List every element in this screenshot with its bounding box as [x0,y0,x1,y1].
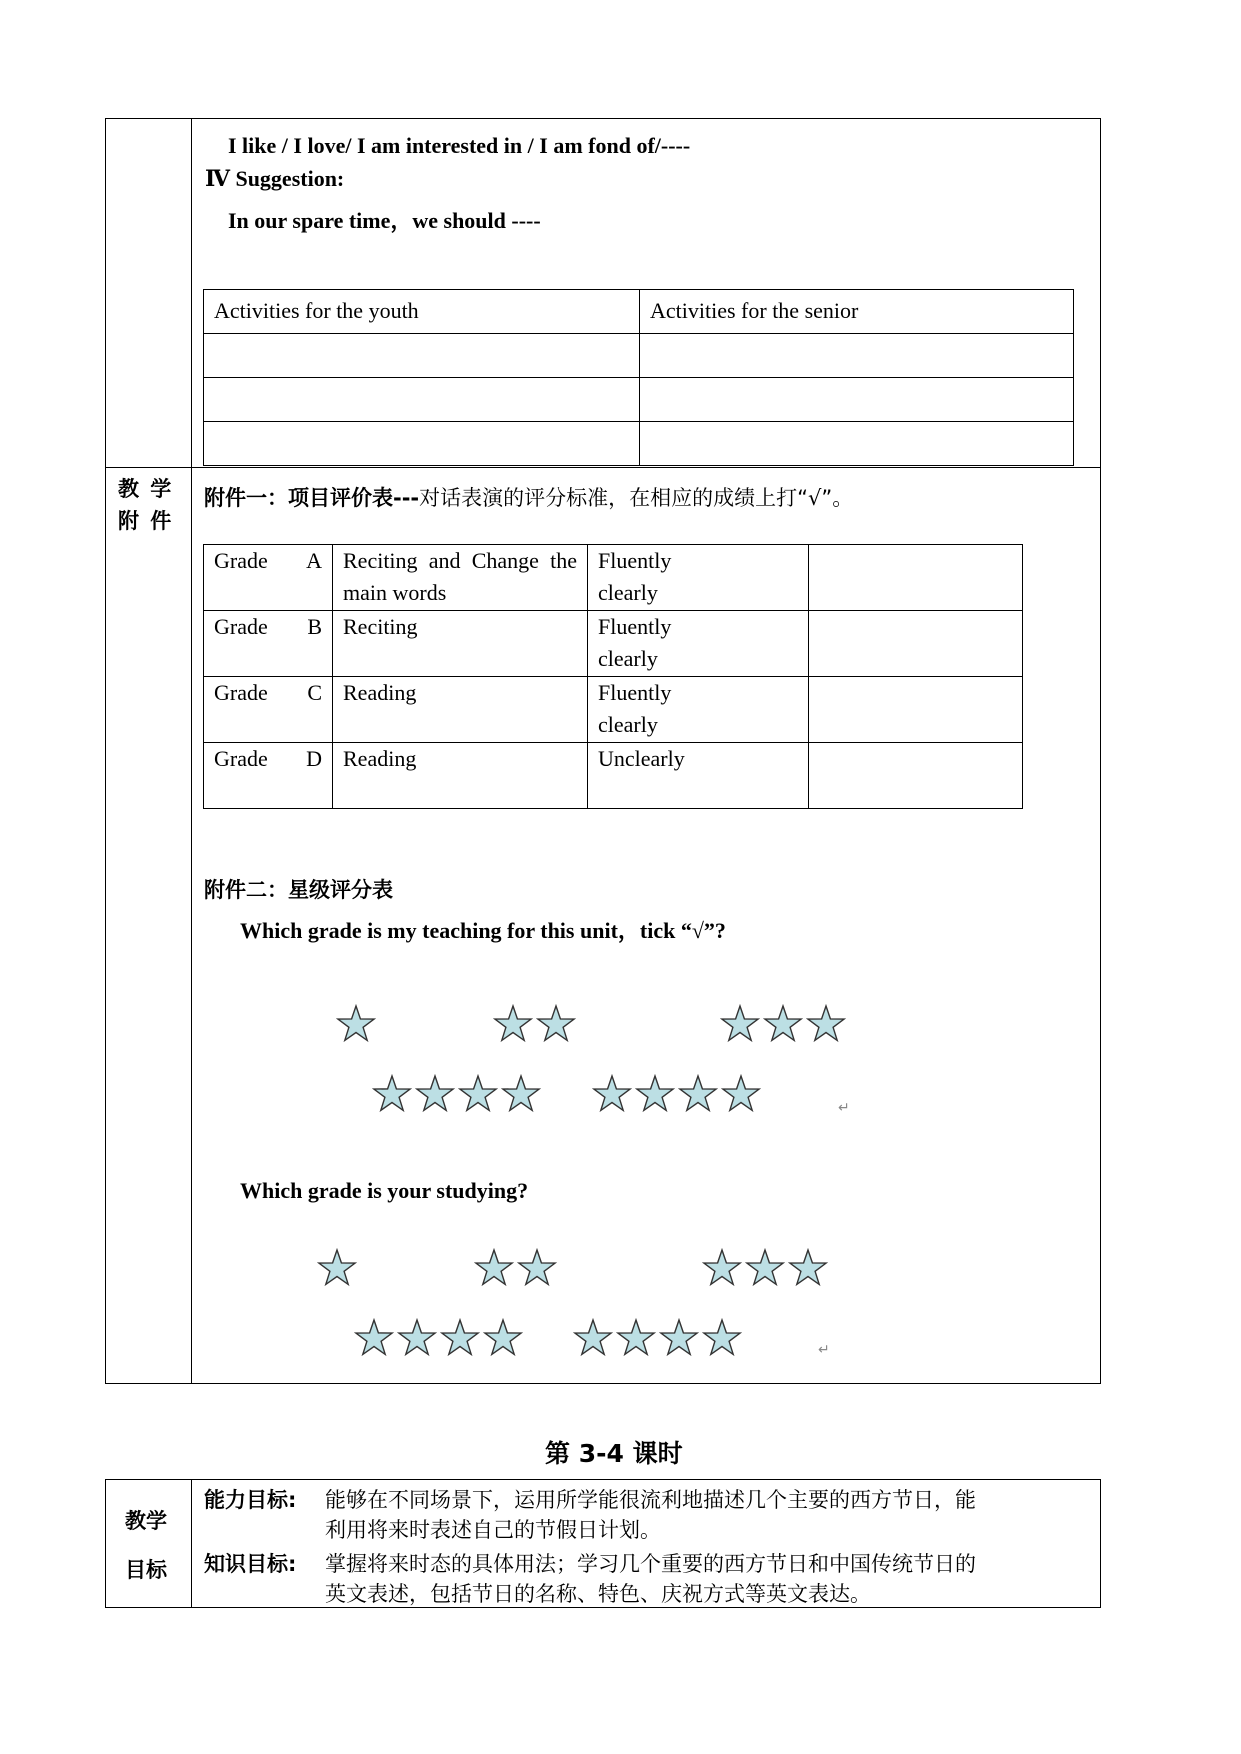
star-icon [474,1248,514,1288]
star-group[interactable] [336,1004,376,1044]
knowledge-goal-text-2: 英文表述，包括节日的名称、特色、庆祝方式等英文表达。 [325,1582,871,1606]
table-cell [640,378,1074,422]
attachment-2-title: 附件二：星级评分表 [204,878,393,902]
star-icon [592,1074,632,1114]
activities-table [203,289,1074,466]
column-divider [191,118,192,1384]
quality-2: clearly [598,580,658,605]
outer-right-border [1100,118,1101,1384]
table-row [204,545,1023,611]
table-row [204,334,1074,378]
table-row [204,378,1074,422]
lesson-table-divider [191,1479,192,1608]
question-studying-grade: Which grade is your studying? [240,1178,529,1203]
star-group[interactable] [592,1074,761,1114]
star-group[interactable] [573,1318,742,1358]
star-group[interactable] [702,1248,828,1288]
star-icon [745,1248,785,1288]
return-mark: ↵ [818,1342,830,1358]
attachments-side-label-2: 附 件 [118,509,174,533]
quality-1: Fluently [598,680,672,705]
star-icon [616,1318,656,1358]
quality-cell [588,611,809,677]
star-icon [659,1318,699,1358]
expression-line: I like / I love/ I am interested in / I am fond of/---- [228,133,691,158]
section-divider [105,467,1101,468]
star-icon [517,1248,557,1288]
table-cell [204,378,640,422]
quality-1: Fluently [598,614,672,639]
star-icon [788,1248,828,1288]
grade-cell [204,611,333,677]
quality-cell [588,545,809,611]
table-cell [204,422,640,466]
return-mark: ↵ [838,1100,850,1116]
grade-cell [204,677,333,743]
ability-goal-text-2: 利用将来时表述自己的节假日计划。 [325,1518,661,1542]
star-icon [536,1004,576,1044]
grade-letter: D [306,746,322,771]
tick-cell [809,677,1023,743]
quality-2: clearly [598,712,658,737]
table-cell [640,422,1074,466]
attachment-1-heading [204,482,853,512]
quality-cell [588,743,809,809]
star-icon [372,1074,412,1114]
star-icon [501,1074,541,1114]
table-row [204,743,1023,809]
table-cell [204,334,640,378]
task-cell: Reading [333,677,588,743]
suggestion-heading: Ⅳ Suggestion: [205,166,345,191]
attachment-1-description: 对话表演的评分标准，在相应的成绩上打“√”。 [419,486,854,510]
star-group[interactable] [474,1248,557,1288]
star-icon [763,1004,803,1044]
quality-cell [588,677,809,743]
table-row [204,290,1074,334]
table-row [204,611,1023,677]
star-icon [483,1318,523,1358]
star-icon [635,1074,675,1114]
lesson-title: 第 3-4 课时 [545,1439,683,1468]
star-group[interactable] [720,1004,846,1044]
goals-side-label-1: 教学 [125,1509,167,1533]
tick-cell [809,611,1023,677]
table-row [204,422,1074,466]
star-group[interactable] [493,1004,576,1044]
grade-letter: B [307,614,322,639]
attachment-1-title: 附件一：项目评价表--- [204,486,420,510]
outer-top-border [105,118,1101,119]
task-cell: Reading [333,743,588,809]
activities-youth-header: Activities for the youth [204,290,640,334]
grade-letter: C [307,680,322,705]
star-icon [678,1074,718,1114]
quality-1: Unclearly [598,746,685,771]
table-row [204,677,1023,743]
attachments-side-label-1: 教 学 [118,477,174,501]
knowledge-goal-label: 知识目标: [204,1552,297,1576]
grade-word: Grade [214,746,268,771]
tick-cell [809,743,1023,809]
star-icon [493,1004,533,1044]
star-group[interactable] [354,1318,523,1358]
star-icon [721,1074,761,1114]
grade-table [203,544,1023,809]
star-icon [702,1318,742,1358]
grade-cell [204,545,333,611]
suggestion-line: In our spare time，we should ---- [228,208,541,233]
grade-word: Grade [214,614,268,639]
star-icon [806,1004,846,1044]
goals-side-label-2: 目标 [125,1558,167,1582]
task-cell: Reciting [333,611,588,677]
outer-left-border [105,118,106,1384]
lesson-table-right [1100,1479,1101,1608]
ability-goal-label: 能力目标: [204,1488,297,1512]
ability-goal-text-1: 能够在不同场景下，运用所学能很流利地描述几个主要的西方节日，能 [325,1488,976,1512]
grade-word: Grade [214,680,268,705]
table-cell [640,334,1074,378]
question-teaching-grade: Which grade is my teaching for this unit，tick “√”? [240,918,726,943]
star-icon [397,1318,437,1358]
task-cell: Reciting and Change the main words [333,545,588,611]
star-icon [573,1318,613,1358]
star-icon [415,1074,455,1114]
tick-cell [809,545,1023,611]
quality-1: Fluently [598,548,672,573]
star-icon [317,1248,357,1288]
knowledge-goal-text-1: 掌握将来时态的具体用法；学习几个重要的西方节日和中国传统节日的 [325,1552,976,1576]
star-icon [336,1004,376,1044]
grade-cell [204,743,333,809]
grade-letter: A [306,548,322,573]
outer-bottom-border [105,1383,1101,1384]
star-icon [458,1074,498,1114]
star-icon [702,1248,742,1288]
lesson-table-top [105,1479,1101,1480]
star-icon [440,1318,480,1358]
grade-word: Grade [214,548,268,573]
lesson-table-left [105,1479,106,1608]
quality-2: clearly [598,646,658,671]
star-icon [354,1318,394,1358]
star-group[interactable] [372,1074,541,1114]
activities-senior-header: Activities for the senior [640,290,1074,334]
star-icon [720,1004,760,1044]
star-group[interactable] [317,1248,357,1288]
